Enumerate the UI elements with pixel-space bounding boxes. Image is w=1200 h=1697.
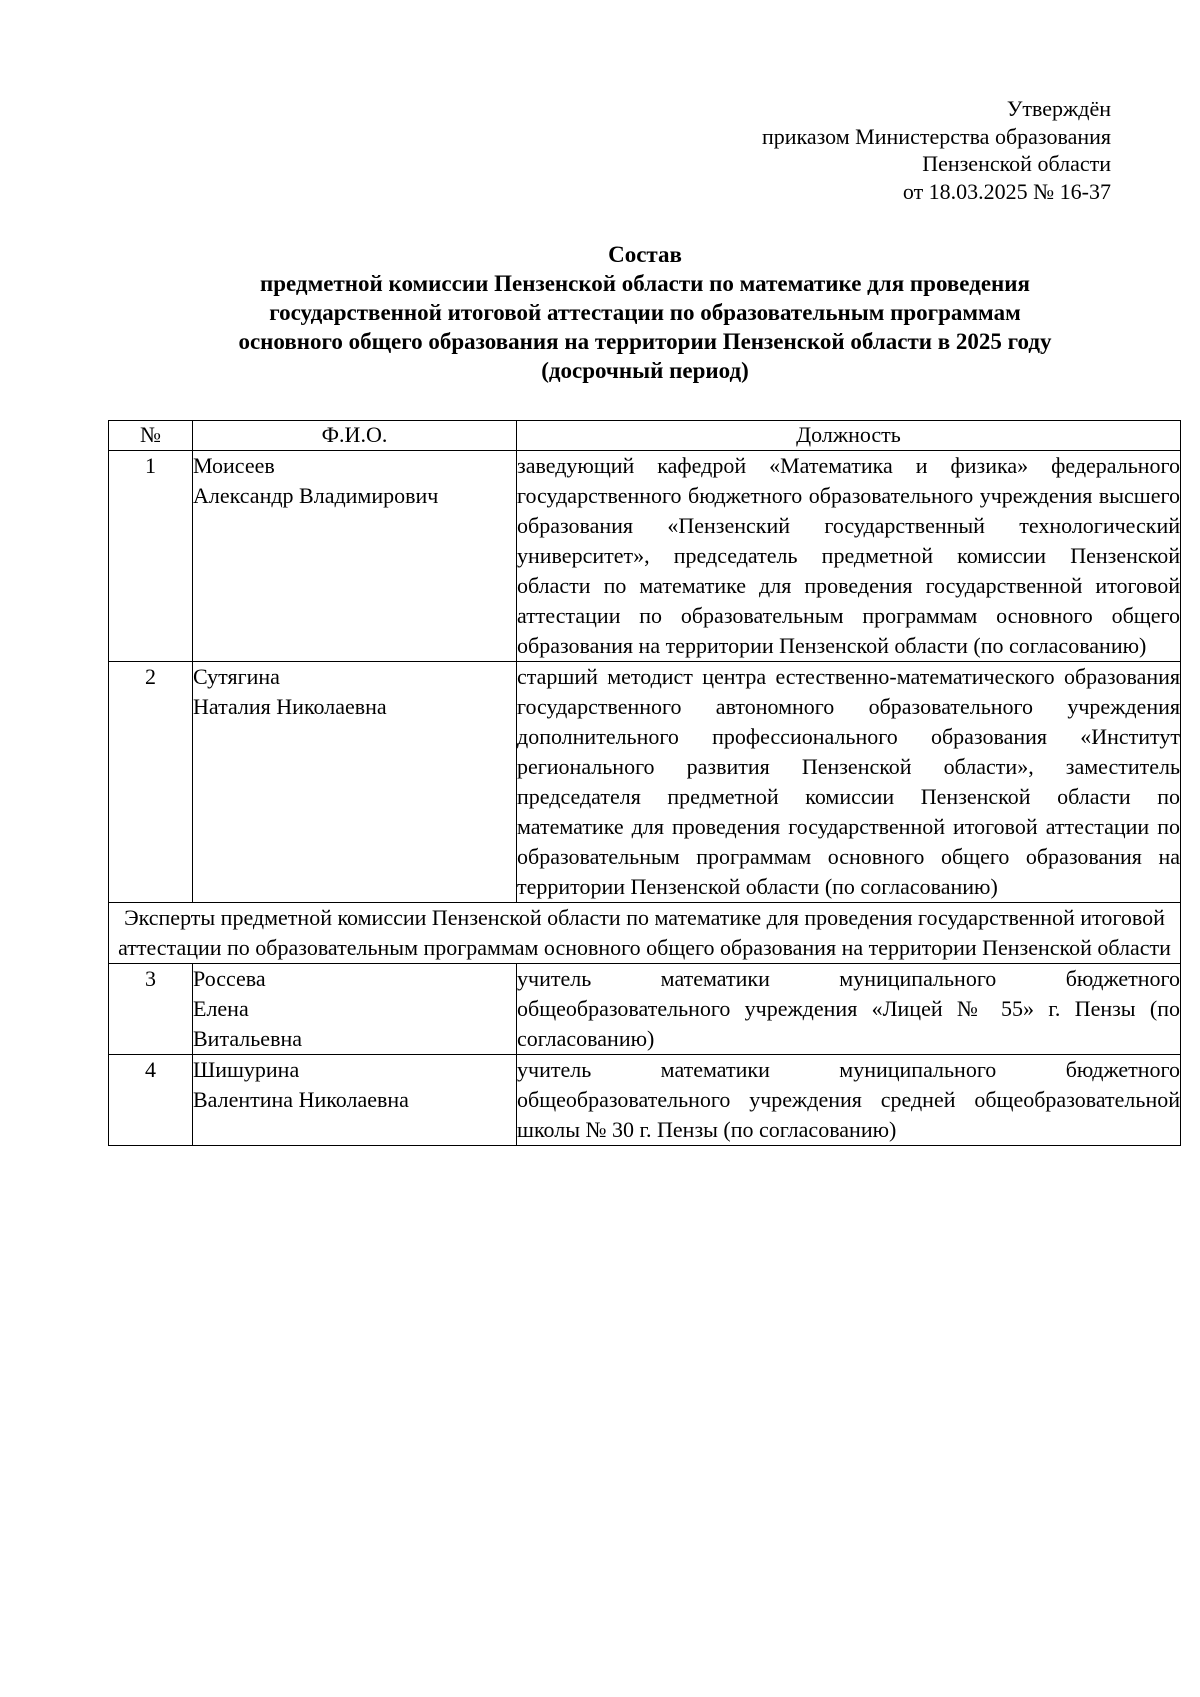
table-row [109, 662, 1181, 903]
name-surname: Сутягина [193, 664, 280, 689]
approval-line-1: Утверждён [1006, 96, 1111, 121]
row-num: 3 [109, 964, 193, 1055]
name-given: Александр Владимирович [193, 483, 439, 508]
table-row [109, 451, 1181, 662]
header-position: Должность [517, 421, 1181, 451]
row-position: заведующий кафедрой «Математика и физика» федерального государственного бюджетного образовательного учреждения высшего образования «Пензенский государственный технологический университет», председатель предметной комиссии Пензенской области по математике для проведения государственной итоговой аттестации по образовательным программам основного общего образования на территории Пензенской области (по согласованию) [517, 451, 1181, 662]
table-row [109, 964, 1181, 1055]
experts-section-header: Эксперты предметной комиссии Пензенской области по математике для проведения государственной итоговой аттестации по образовательным программам основного общего образования на территории Пензенской области [109, 903, 1181, 964]
row-num: 4 [109, 1055, 193, 1146]
document-title [100, 240, 1190, 385]
row-name [193, 964, 517, 1055]
commission-table [108, 420, 1181, 1146]
row-name [193, 451, 517, 662]
name-surname: Моисеев [193, 453, 275, 478]
row-name [193, 1055, 517, 1146]
row-position: старший методист центра естественно-математического образования государственного автономного образовательного учреждения дополнительного профессионального образования «Институт регионального развития Пензенской области», заместитель председателя предметной комиссии Пензенской области по математике для проведения государственной итоговой аттестации по образовательным программам основного общего образования на территории Пензенской области (по согласованию) [517, 662, 1181, 903]
table-header-row [109, 421, 1181, 451]
header-name: Ф.И.О. [193, 421, 517, 451]
row-num: 2 [109, 662, 193, 903]
name-surname: Шишурина [193, 1057, 300, 1082]
title-line-2: предметной комиссии Пензенской области по математике для проведения [259, 271, 1030, 296]
approval-line-3: Пензенской области [922, 151, 1111, 176]
approval-block [762, 95, 1111, 205]
title-line-5: (досрочный период) [541, 358, 749, 383]
name-patronymic: Витальевна [193, 1026, 302, 1051]
name-surname: Россева [193, 966, 266, 991]
title-line-1: Состав [608, 242, 682, 267]
section-header-row [109, 903, 1181, 964]
row-position: учитель математики муниципального бюджетного общеобразовательного учреждения «Лицей № 55» г. Пензы (по согласованию) [517, 964, 1181, 1055]
title-line-4: основного общего образования на территории Пензенской области в 2025 году [238, 329, 1052, 354]
header-num: № [109, 421, 193, 451]
approval-line-4: от 18.03.2025 № 16-37 [902, 178, 1111, 204]
title-line-3: государственной итоговой аттестации по образовательным программам [269, 300, 1021, 325]
row-position: учитель математики муниципального бюджетного общеобразовательного учреждения средней общеобразовательной школы № 30 г. Пензы (по согласованию) [517, 1055, 1181, 1146]
table-row [109, 1055, 1181, 1146]
approval-line-2: приказом Министерства образования [761, 123, 1111, 149]
name-given: Наталия Николаевна [193, 694, 387, 719]
row-num: 1 [109, 451, 193, 662]
name-given: Валентина Николаевна [193, 1087, 409, 1112]
name-given: Елена [193, 996, 249, 1021]
row-name [193, 662, 517, 903]
